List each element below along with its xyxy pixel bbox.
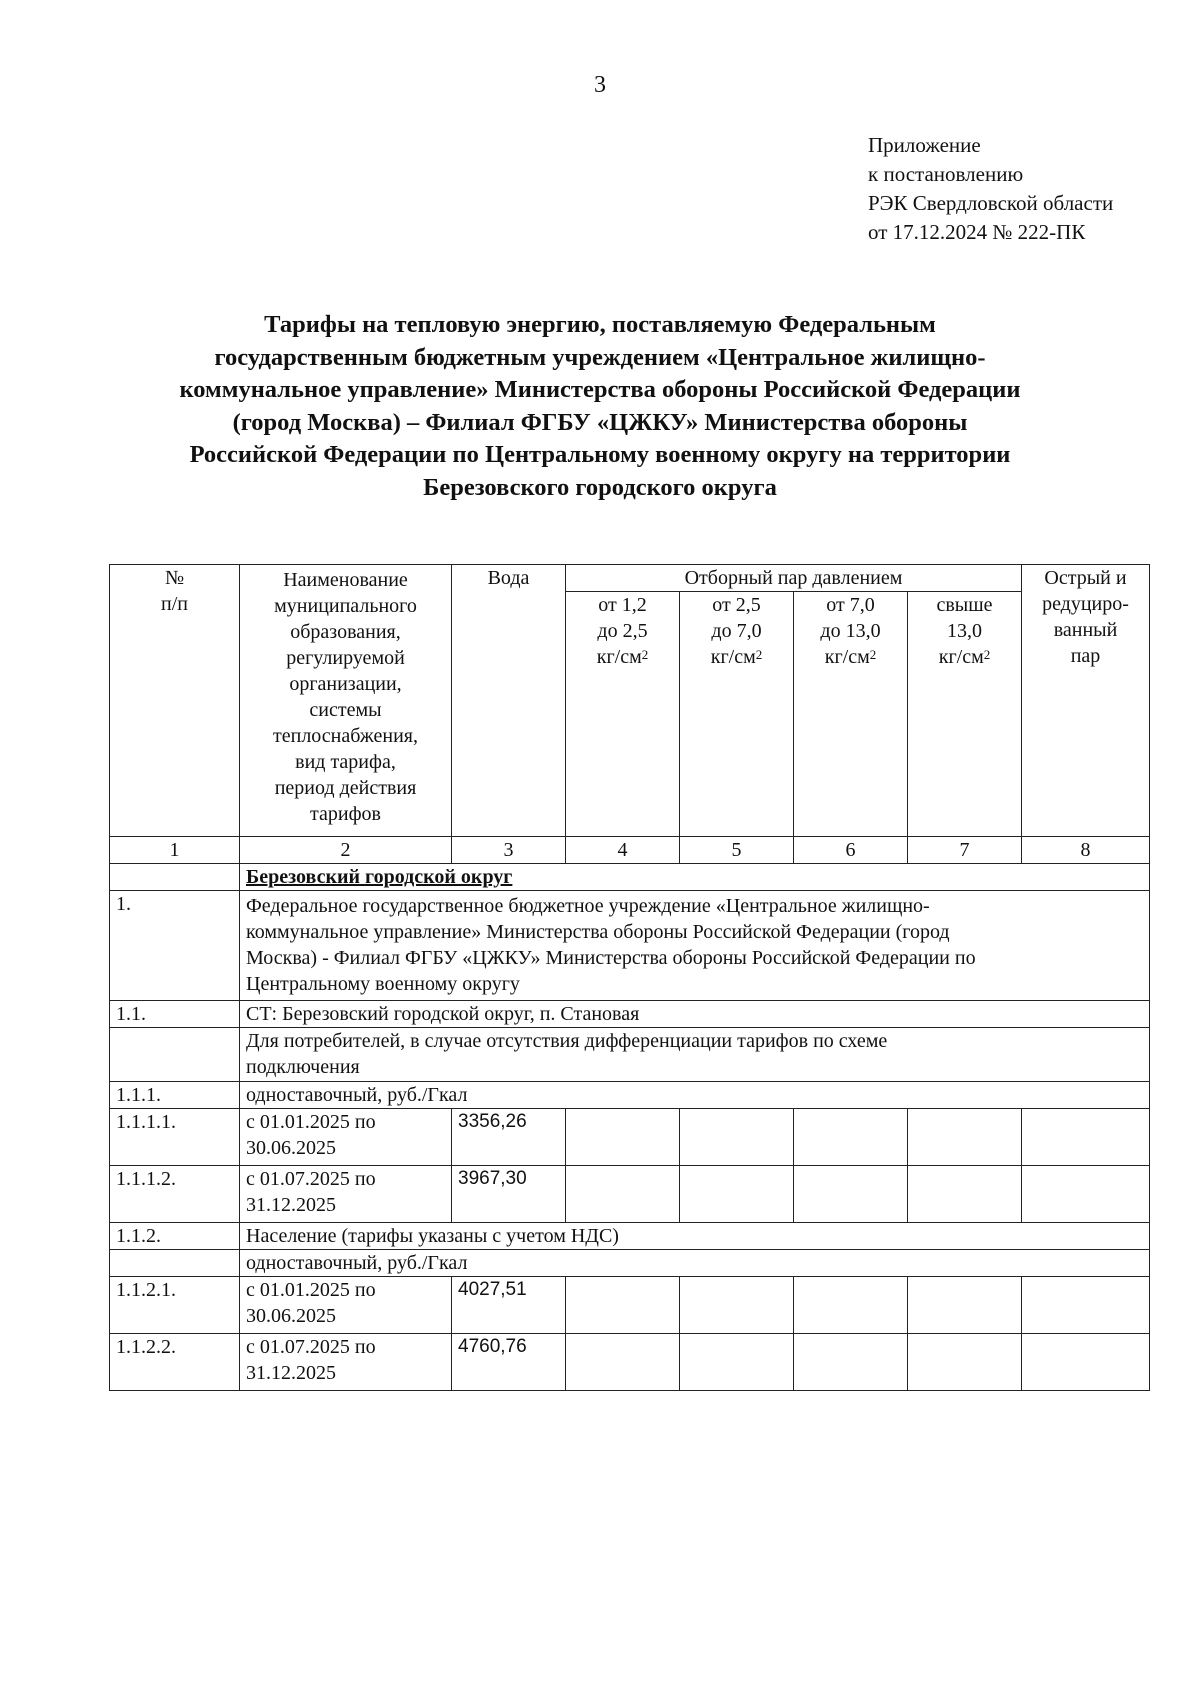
empty-cell (680, 1166, 794, 1223)
header-text: муниципального (274, 595, 417, 617)
column-number: 6 (794, 837, 908, 864)
header-cell-pressure-1 (566, 592, 680, 837)
empty-cell (1022, 1334, 1150, 1391)
consumers-cell (240, 1028, 1150, 1082)
period-start: с 01.07.2025 по (246, 1336, 376, 1358)
column-number: 2 (240, 837, 452, 864)
header-text: системы (309, 699, 382, 721)
header-text: образования, (290, 621, 401, 643)
empty-cell (566, 1277, 680, 1334)
header-text: п/п (161, 593, 188, 615)
appendix-line: Приложение (868, 133, 981, 157)
header-cell-number (110, 565, 240, 837)
unit-superscript: 2 (641, 647, 649, 662)
title-line: (город Москва) – Филиал ФГБУ «ЦЖКУ» Министерства обороны (232, 408, 968, 436)
pressure-unit (914, 644, 1015, 670)
header-cell-steam-group: Отборный пар давлением (566, 565, 1022, 592)
section-title-cell (240, 864, 1150, 891)
empty-cell (566, 1109, 680, 1166)
header-cell-water: Вода (452, 565, 566, 837)
document-title (100, 309, 1100, 505)
appendix-line: к постановлению (868, 162, 1024, 186)
water-tariff-value: 4027,51 (452, 1277, 566, 1334)
empty-cell (1022, 1109, 1150, 1166)
section-row (110, 864, 1150, 891)
appendix-block (868, 131, 1113, 247)
column-number: 5 (680, 837, 794, 864)
period-end: 31.12.2025 (246, 1194, 336, 1216)
appendix-line: РЭК Свердловской области (868, 191, 1114, 215)
system-cell: СТ: Березовский городской округ, п. Становая (240, 1001, 1150, 1028)
header-text: период действия (274, 777, 417, 799)
title-line: Тарифы на тепловую энергию, поставляемую Федеральным (264, 311, 936, 338)
row-number: 1.1.1.2. (110, 1166, 240, 1223)
consumers-line: подключения (246, 1056, 360, 1078)
header-text: № (164, 567, 185, 589)
empty-cell (680, 1109, 794, 1166)
period-end: 30.06.2025 (246, 1305, 336, 1327)
period-start: с 01.01.2025 по (246, 1111, 376, 1133)
header-row (110, 565, 1150, 592)
row-number: 1. (110, 891, 240, 1001)
tariff-row (110, 1109, 1150, 1166)
empty-cell (1022, 1166, 1150, 1223)
empty-cell (908, 1109, 1022, 1166)
org-name-line: коммунальное управление» Министерства обороны Российской Федерации (город (246, 921, 950, 943)
period-end: 30.06.2025 (246, 1137, 336, 1159)
header-cell-name (240, 565, 452, 837)
pressure-to: до 2,5 (597, 620, 648, 642)
unit-superscript: 2 (755, 647, 763, 662)
pressure-unit (572, 644, 673, 670)
consumers-row (110, 1028, 1150, 1082)
header-text: редуциро- (1042, 593, 1129, 615)
page-number: 3 (594, 72, 606, 98)
row-number: 1.1.2.2. (110, 1334, 240, 1391)
empty-cell (908, 1166, 1022, 1223)
pressure-unit (686, 644, 787, 670)
period-cell (240, 1166, 452, 1223)
org-name-cell (240, 891, 1150, 1001)
title-line: коммунальное управление» Министерства обороны Российской Федерации (179, 376, 1021, 404)
unit-text: кг/см (938, 646, 984, 668)
org-name-line: Федеральное государственное бюджетное учреждение «Центральное жилищно- (246, 895, 930, 917)
unit-text: кг/см (824, 646, 870, 668)
header-text: регулируемой (286, 647, 405, 669)
empty-cell (680, 1334, 794, 1391)
column-number: 3 (452, 837, 566, 864)
column-number: 7 (908, 837, 1022, 864)
water-tariff-value: 3967,30 (452, 1166, 566, 1223)
pressure-from: от 2,5 (712, 594, 761, 616)
empty-cell (566, 1166, 680, 1223)
period-start: с 01.01.2025 по (246, 1279, 376, 1301)
column-number: 1 (110, 837, 240, 864)
pressure-to: до 13,0 (820, 620, 881, 642)
period-start: с 01.07.2025 по (246, 1168, 376, 1190)
tariff-table (109, 564, 1150, 1391)
empty-cell (908, 1334, 1022, 1391)
period-cell (240, 1109, 452, 1166)
pressure-to: 13,0 (947, 620, 982, 642)
header-cell-pressure-3 (794, 592, 908, 837)
water-tariff-value: 3356,26 (452, 1109, 566, 1166)
system-row (110, 1001, 1150, 1028)
period-end: 31.12.2025 (246, 1362, 336, 1384)
column-number: 8 (1022, 837, 1150, 864)
empty-cell (110, 1250, 240, 1277)
header-cell-sharp-steam (1022, 565, 1150, 837)
header-text: ванный (1053, 619, 1118, 641)
empty-cell (794, 1109, 908, 1166)
period-cell (240, 1277, 452, 1334)
period-cell (240, 1334, 452, 1391)
header-text: организации, (289, 673, 402, 695)
empty-cell (110, 864, 240, 891)
empty-cell (794, 1334, 908, 1391)
tariff-row (110, 1277, 1150, 1334)
pressure-from: от 7,0 (826, 594, 875, 616)
header-cell-pressure-2 (680, 592, 794, 837)
empty-cell (1022, 1277, 1150, 1334)
tariff-type-cell: одноставочный, руб./Гкал (240, 1250, 1150, 1277)
org-name-line: Москва) - Филиал ФГБУ «ЦЖКУ» Министерства обороны Российской Федерации по (246, 947, 976, 969)
header-text: теплоснабжения, (273, 725, 418, 747)
title-line: государственным бюджетным учреждением «Центральное жилищно- (214, 343, 986, 371)
unit-text: кг/см (596, 646, 642, 668)
empty-cell (908, 1277, 1022, 1334)
population-cell: Население (тарифы указаны с учетом НДС) (240, 1223, 1150, 1250)
empty-cell (110, 1028, 240, 1082)
population-row (110, 1223, 1150, 1250)
unit-superscript: 2 (983, 647, 991, 662)
org-name-line: Центральному военному округу (246, 973, 520, 995)
single-rate-row (110, 1250, 1150, 1277)
row-number: 1.1.1.1. (110, 1109, 240, 1166)
row-number: 1.1.2.1. (110, 1277, 240, 1334)
column-number: 4 (566, 837, 680, 864)
title-line: Березовского городского округа (423, 473, 777, 501)
header-text: вид тарифа, (295, 751, 396, 773)
empty-cell (566, 1334, 680, 1391)
row-number: 1.1.1. (110, 1082, 240, 1109)
unit-superscript: 2 (869, 647, 877, 662)
header-text: Острый и (1044, 567, 1127, 589)
section-title: Березовский городской округ (246, 866, 513, 888)
tariff-row (110, 1166, 1150, 1223)
header-text: пар (1070, 645, 1101, 667)
empty-cell (794, 1166, 908, 1223)
title-line: Российской Федерации по Центральному военному округу на территории (189, 441, 1011, 469)
header-text: тарифов (310, 803, 381, 825)
pressure-unit (800, 644, 901, 670)
water-tariff-value: 4760,76 (452, 1334, 566, 1391)
consumers-line: Для потребителей, в случае отсутствия дифференциации тарифов по схеме (246, 1030, 888, 1052)
column-number-row (110, 837, 1150, 864)
unit-text: кг/см (710, 646, 756, 668)
header-text: Наименование (283, 569, 408, 591)
header-cell-pressure-4 (908, 592, 1022, 837)
org-row (110, 891, 1150, 1001)
appendix-line: от 17.12.2024 № 222-ПК (868, 220, 1086, 244)
empty-cell (794, 1277, 908, 1334)
pressure-from: от 1,2 (598, 594, 647, 616)
tariff-row (110, 1334, 1150, 1391)
empty-cell (680, 1277, 794, 1334)
row-number: 1.1. (110, 1001, 240, 1028)
pressure-from: свыше (936, 594, 993, 616)
tariff-type-cell: одноставочный, руб./Гкал (240, 1082, 1150, 1109)
pressure-to: до 7,0 (711, 620, 762, 642)
row-number: 1.1.2. (110, 1223, 240, 1250)
single-rate-row (110, 1082, 1150, 1109)
